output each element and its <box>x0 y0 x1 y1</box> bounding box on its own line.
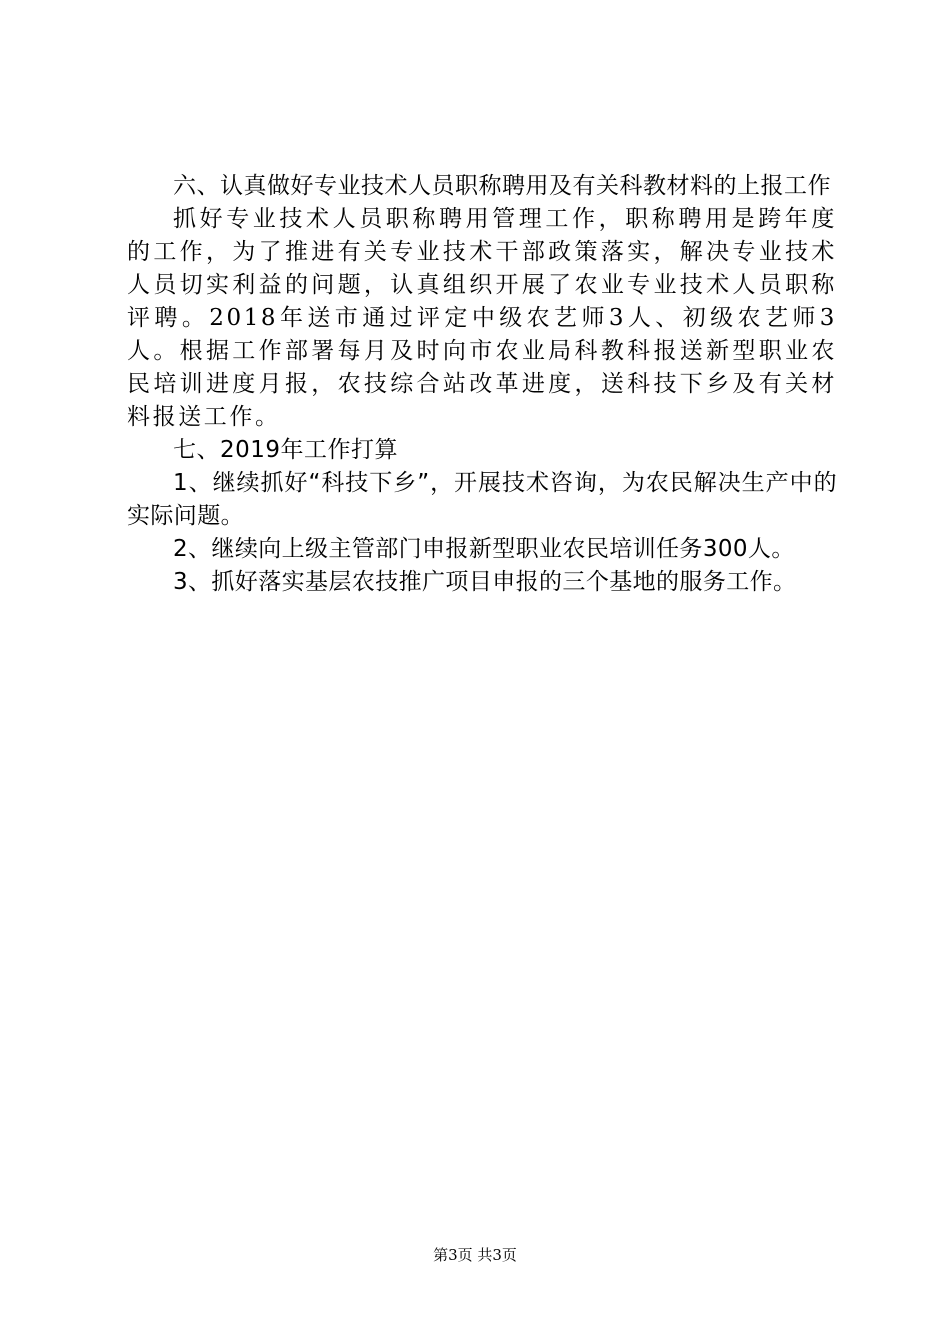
document-body <box>127 170 837 599</box>
plan-item-2: 2、继续向上级主管部门申报新型职业农民培训任务300人。 <box>173 536 795 562</box>
section-7-heading: 七、2019年工作打算 <box>173 437 399 463</box>
page-indicator: 第3页 共3页 <box>433 1246 517 1264</box>
plan-item-1: 1、继续抓好“科技下乡”，开展技术咨询，为农民解决生产中的实际问题。 <box>127 470 837 529</box>
section-6-heading: 六、认真做好专业技术人员职称聘用及有关科教材料的上报工作 <box>173 173 831 199</box>
section-6-body: 抓好专业技术人员职称聘用管理工作，职称聘用是跨年度的工作，为了推进有关专业技术干部政策落实，解决专业技术人员切实利益的问题，认真组织开展了农业专业技术人员职称评聘。2018年送市通过评定中级农艺师3人、初级农艺师3人。根据工作部署每月及时向市农业局科教科报送新型职业农民培训进度月报，农技综合站改革进度，送科技下乡及有关材料报送工作。 <box>127 206 837 430</box>
plan-item-3: 3、抓好落实基层农技推广项目申报的三个基地的服务工作。 <box>173 569 797 595</box>
page-footer <box>0 1244 950 1265</box>
